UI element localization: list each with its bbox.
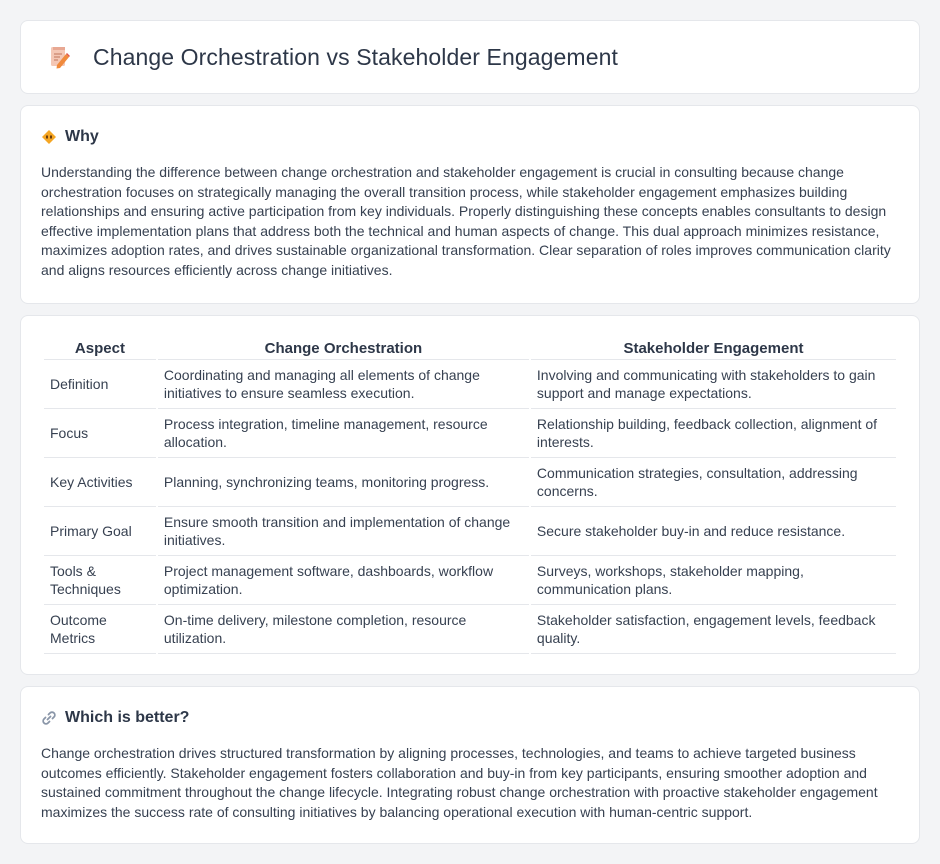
table-row [44,360,896,409]
header-change-orchestration: Change Orchestration [158,334,529,360]
which-is-better-section [20,686,920,844]
cell-stakeholder-engagement: Secure stakeholder buy-in and reduce resistance. [531,507,896,556]
cell-change-orchestration: Planning, synchronizing teams, monitoring progress. [158,458,529,507]
why-heading: Why [65,128,99,145]
cell-stakeholder-engagement: Relationship building, feedback collection, alignment of interests. [531,409,896,458]
cell-aspect: Outcome Metrics [44,605,156,654]
cell-aspect: Key Activities [44,458,156,507]
title-card [20,20,920,94]
cell-stakeholder-engagement: Communication strategies, consultation, addressing concerns. [531,458,896,507]
why-header [41,128,899,146]
why-section [20,105,920,304]
cell-aspect: Primary Goal [44,507,156,556]
cell-aspect: Tools & Techniques [44,556,156,605]
cell-change-orchestration: Process integration, timeline management, resource allocation. [158,409,529,458]
better-heading: Which is better? [65,709,190,726]
table-header-row [44,334,896,360]
comparison-section [20,315,920,675]
header-stakeholder-engagement: Stakeholder Engagement [531,334,896,360]
table-row [44,409,896,458]
page-title: Change Orchestration vs Stakeholder Engagement [93,43,618,70]
comparison-table [42,334,898,654]
better-header [41,709,899,727]
cell-stakeholder-engagement: Involving and communicating with stakeholders to gain support and manage expectations. [531,360,896,409]
diamond-warning-icon [41,129,57,145]
cell-change-orchestration: On-time delivery, milestone completion, resource utilization. [158,605,529,654]
cell-stakeholder-engagement: Surveys, workshops, stakeholder mapping, communication plans. [531,556,896,605]
link-icon [41,710,57,726]
table-row [44,556,896,605]
cell-aspect: Focus [44,409,156,458]
better-text: Change orchestration drives structured transformation by aligning processes, technologies, and teams to achieve targeted business outcomes efficiently. Stakeholder engagement fosters collaboration and buy-in from key participants, ensuring smoother adoption and sustained commitment throughout the change lifecycle. Integrating robust change orchestration with proactive stakeholder engagement maximizes the success rate of consulting initiatives by balancing operational execution with human-centric support. [41,745,878,820]
table-row [44,458,896,507]
cell-change-orchestration: Coordinating and managing all elements of change initiatives to ensure seamless execution. [158,360,529,409]
cell-aspect: Definition [44,360,156,409]
why-text: Understanding the difference between change orchestration and stakeholder engagement is crucial in consulting because change orchestration focuses on strategically managing the overall transition process, while stakeholder engagement emphasizes building relationships and ensuring active participation from key individuals. Properly distinguishing these concepts enables consultants to design effective implementation plans that address both the technical and human aspects of change. This dual approach minimizes resistance, maximizes adoption rates, and drives sustainable organizational transformation. Clear separation of roles improves communication clarity and aligns resources efficiently across change initiatives. [41,164,891,278]
table-row [44,507,896,556]
table-row [44,605,896,654]
document-pencil-icon [47,45,71,69]
cell-stakeholder-engagement: Stakeholder satisfaction, engagement levels, feedback quality. [531,605,896,654]
header-aspect: Aspect [44,334,156,360]
cell-change-orchestration: Project management software, dashboards, workflow optimization. [158,556,529,605]
cell-change-orchestration: Ensure smooth transition and implementation of change initiatives. [158,507,529,556]
